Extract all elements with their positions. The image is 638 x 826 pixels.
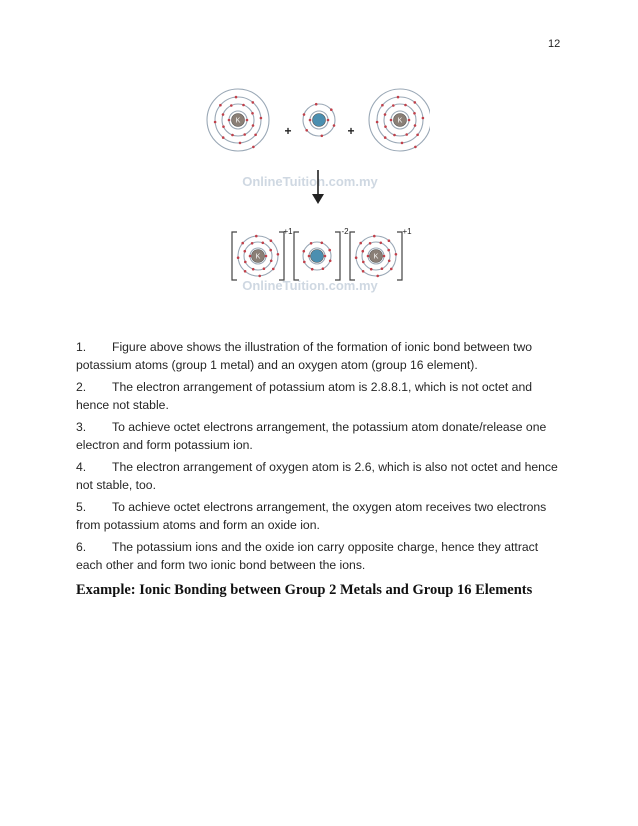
electron <box>303 250 306 253</box>
oxide-ion <box>303 242 332 271</box>
electron <box>322 267 325 270</box>
list-item: 3. To achieve octet electrons arrangement, the potassium atom donate/release one electron and form potassium ion. <box>76 420 547 452</box>
atom-symbol: K <box>235 117 241 125</box>
electron <box>242 104 245 107</box>
electron <box>303 113 306 116</box>
electron <box>359 242 362 245</box>
electron <box>311 268 314 271</box>
potassium-ion-right <box>355 235 397 277</box>
electron <box>230 104 233 107</box>
electron <box>383 255 386 258</box>
electron <box>303 261 306 264</box>
electron <box>387 249 390 252</box>
electron <box>321 242 324 245</box>
electron <box>384 136 387 139</box>
electron <box>333 124 336 127</box>
bracket-left-close <box>279 232 284 280</box>
electron <box>329 260 332 263</box>
charge-label: -2 <box>341 227 349 236</box>
electron <box>384 125 387 128</box>
electron <box>228 119 231 122</box>
atom-symbol: K <box>397 117 403 125</box>
electron <box>392 104 395 107</box>
electron <box>244 250 247 253</box>
electron <box>381 104 384 107</box>
electron <box>262 242 265 245</box>
bracket-center-close <box>335 232 340 280</box>
electron <box>384 113 387 116</box>
electron <box>414 124 417 127</box>
electron <box>243 133 246 136</box>
list-item: 1. Figure above shows the illustration of the formation of ionic bond between two potassium atoms (group 1 metal) and an oxygen atom (group 16 element). <box>76 340 533 372</box>
electron <box>408 119 411 122</box>
electron <box>265 255 268 258</box>
electron <box>251 112 254 115</box>
potassium-atom-left <box>207 89 269 151</box>
electron <box>214 121 217 124</box>
electron <box>355 256 358 259</box>
electron <box>222 136 225 139</box>
electron <box>219 104 222 107</box>
electron <box>241 242 244 245</box>
electron <box>310 242 313 245</box>
electron <box>255 235 258 238</box>
electron <box>222 113 225 116</box>
electron <box>414 146 417 149</box>
electron <box>362 250 365 253</box>
electron <box>395 253 398 256</box>
electron <box>401 142 404 145</box>
bracket-center-open <box>294 232 299 280</box>
electron <box>235 96 238 99</box>
electron <box>222 125 225 128</box>
electron <box>270 239 273 242</box>
list-item: 6. The potassium ions and the oxide ion carry opposite charge, hence they attract each other and form two ionic bond between the ions. <box>76 540 539 572</box>
electron <box>390 268 393 271</box>
electron <box>252 101 255 104</box>
bracket-left-open <box>232 232 237 280</box>
electron <box>414 101 417 104</box>
bracket-right-open <box>350 232 355 280</box>
electron <box>376 275 379 278</box>
electron <box>388 239 391 242</box>
electron <box>231 134 234 137</box>
electron <box>252 146 255 149</box>
electron <box>380 242 383 245</box>
arrow-head <box>312 194 324 204</box>
electron <box>373 235 376 238</box>
electron <box>270 260 273 263</box>
electron <box>376 121 379 124</box>
electron <box>328 249 331 252</box>
electron <box>393 134 396 137</box>
electron <box>330 108 333 111</box>
ionic-bond-diagram <box>190 78 430 300</box>
page-number: 12 <box>548 38 561 50</box>
electron <box>252 268 255 271</box>
electron <box>272 268 275 271</box>
electron <box>413 112 416 115</box>
nucleus <box>311 250 324 263</box>
electron <box>370 268 373 271</box>
electron <box>327 119 330 122</box>
electron <box>390 119 393 122</box>
electron <box>237 256 240 259</box>
charge-label: +1 <box>283 227 293 236</box>
charge-label: +1 <box>402 227 412 236</box>
electron <box>315 103 318 106</box>
oxygen-atom <box>303 103 336 137</box>
potassium-atom-right <box>369 89 430 151</box>
atom-symbol: K <box>373 253 379 261</box>
plus-sign: + <box>284 124 292 138</box>
electron <box>258 275 261 278</box>
electron <box>321 135 324 138</box>
electron <box>405 133 408 136</box>
electron <box>369 242 372 245</box>
watermark-text: OnlineTuition.com.my <box>242 278 378 293</box>
electron <box>251 242 254 245</box>
electron <box>244 270 247 273</box>
atom-symbol: K <box>255 253 261 261</box>
electron <box>404 104 407 107</box>
electron <box>252 124 255 127</box>
list-item: 4. The electron arrangement of oxygen atom is 2.6, which is also not octet and hence not stable, too. <box>76 460 558 492</box>
nucleus <box>313 114 326 127</box>
electron <box>244 261 247 264</box>
watermark-text: OnlineTuition.com.my <box>242 174 378 189</box>
electron <box>367 255 370 258</box>
electron <box>388 260 391 263</box>
electron <box>309 119 312 122</box>
electron <box>263 267 266 270</box>
explanation-list <box>76 338 558 578</box>
electron <box>239 142 242 145</box>
plus-sign: + <box>347 124 355 138</box>
electron <box>269 249 272 252</box>
list-item: 2. The electron arrangement of potassium atom is 2.8.8.1, which is not octet and hence not stable. <box>76 380 533 412</box>
electron <box>362 261 365 264</box>
electron <box>381 267 384 270</box>
example-heading: Example: Ionic Bonding between Group 2 Metals and Group 16 Elements <box>76 582 533 598</box>
electron <box>260 117 263 120</box>
electron <box>416 134 419 137</box>
electron <box>246 119 249 122</box>
electron <box>308 255 311 258</box>
electron <box>422 117 425 120</box>
list-item: 5. To achieve octet electrons arrangement, the oxygen atom receives two electrons from potassium atoms and form an oxide ion. <box>76 500 547 532</box>
electron <box>362 270 365 273</box>
electron <box>324 255 327 258</box>
bracket-right-close <box>397 232 402 280</box>
electron <box>249 255 252 258</box>
electron <box>254 134 257 137</box>
potassium-ion-left <box>237 235 279 277</box>
electron <box>305 129 308 132</box>
ionic-bond-figure <box>190 78 430 300</box>
electron <box>277 253 280 256</box>
electron <box>397 96 400 99</box>
